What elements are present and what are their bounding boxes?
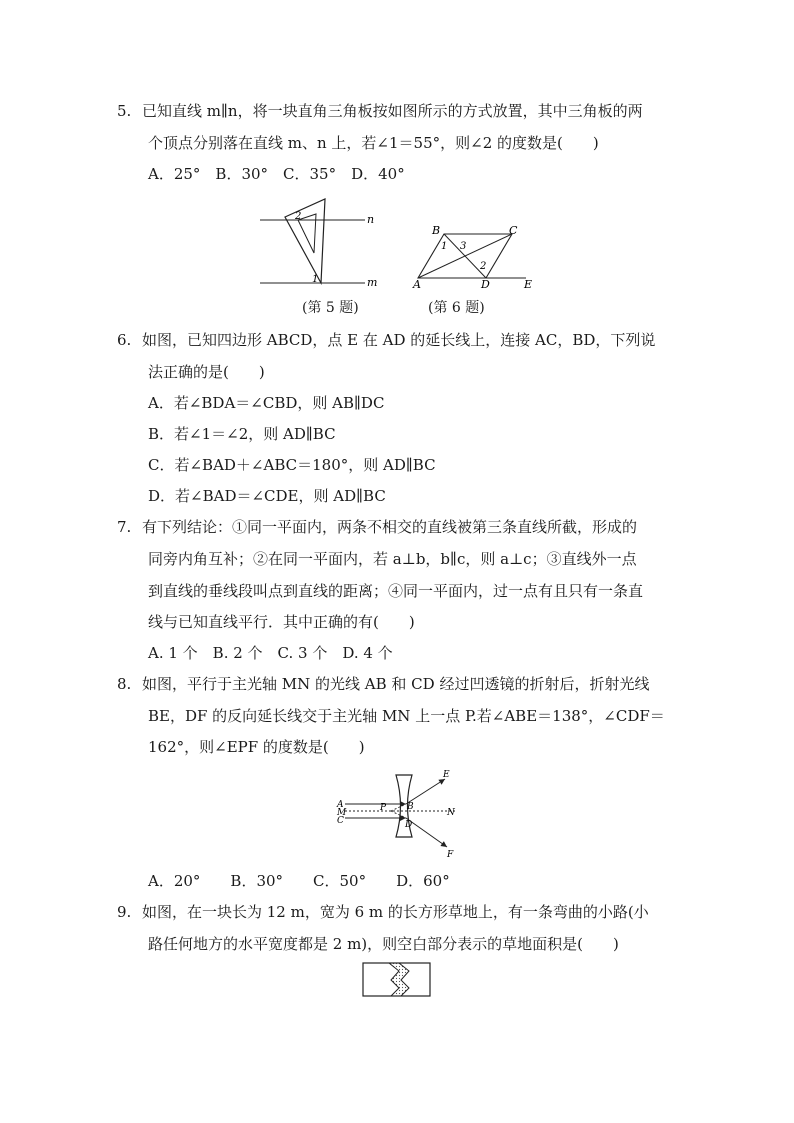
question-text-line: 已知直线 m∥n，将一块直角三角板按如图所示的方式放置，其中三角板的两 xyxy=(142,102,643,120)
figure-9-lawn-path xyxy=(362,962,432,998)
answer-option-c: C．若∠BAD＋∠ABC＝180°，则 AD∥BC xyxy=(148,456,436,474)
question-text-line: 个顶点分别落在直线 m、n 上，若∠1＝55°，则∠2 的度数是( ) xyxy=(148,134,599,152)
answer-options: A．20° B．30° C．50° D．60° xyxy=(148,872,450,890)
point-label-N: N xyxy=(447,808,455,818)
point-label-F: F xyxy=(447,850,454,860)
point-label-D: D xyxy=(481,278,490,291)
figure-caption: (第 5 题) xyxy=(302,300,359,316)
answer-options: A．25° B．30° C．35° D．40° xyxy=(148,165,405,183)
point-label-E: E xyxy=(443,770,450,780)
point-label-B: B xyxy=(432,224,441,237)
point-label-D: D xyxy=(405,820,413,830)
point-label-B: B xyxy=(407,802,414,812)
figure-8-concave-lens xyxy=(333,765,468,865)
answer-option-d: D．若∠BAD＝∠CDE，则 AD∥BC xyxy=(148,487,386,505)
figure-5-triangle-ruler xyxy=(255,195,385,290)
question-text-line: 162°，则∠EPF 的度数是( ) xyxy=(148,738,365,756)
answer-options: A. 1 个 B. 2 个 C. 3 个 D. 4 个 xyxy=(148,644,393,662)
answer-option-b: B．若∠1＝∠2，则 AD∥BC xyxy=(148,425,336,443)
line-label-m: m xyxy=(367,276,378,289)
question-text-line: 线与已知直线平行．其中正确的有( ) xyxy=(148,613,415,631)
question-number: 6. xyxy=(117,331,132,349)
point-label-E: E xyxy=(524,278,533,291)
question-number: 5. xyxy=(117,102,132,120)
question-text-line: 如图，平行于主光轴 MN 的光线 AB 和 CD 经过凹透镜的折射后，折射光线 xyxy=(142,675,650,693)
question-text-line: 有下列结论：①同一平面内，两条不相交的直线被第三条直线所截，形成的 xyxy=(142,518,638,536)
question-text-line: 路任何地方的水平宽度都是 2 m)，则空白部分表示的草地面积是( ) xyxy=(148,935,619,953)
point-label-C: C xyxy=(509,224,518,237)
question-text-line: 如图，在一块长为 12 m，宽为 6 m 的长方形草地上，有一条弯曲的小路(小 xyxy=(142,903,649,921)
question-text-line: 到直线的垂线段叫点到直线的距离；④同一平面内，过一点有且只有一条直 xyxy=(148,582,644,600)
question-text-line: 法正确的是( ) xyxy=(148,363,265,381)
angle-label-2: 2 xyxy=(295,211,302,222)
figure-6-quadrilateral xyxy=(408,222,538,292)
point-label-P: P xyxy=(380,803,387,813)
point-label-M: M xyxy=(337,808,347,818)
angle-label-1: 1 xyxy=(312,274,319,285)
angle-label-3: 3 xyxy=(460,241,467,252)
question-text-line: BE，DF 的反向延长线交于主光轴 MN 上一点 P.若∠ABE＝138°，∠CDF＝ xyxy=(148,707,665,725)
question-number: 9. xyxy=(117,903,132,921)
answer-option-a: A．若∠BDA＝∠CBD，则 AB∥DC xyxy=(148,394,385,412)
question-number: 8. xyxy=(117,675,132,693)
angle-label-2: 2 xyxy=(480,261,487,272)
question-text-line: 如图，已知四边形 ABCD，点 E 在 AD 的延长线上，连接 AC，BD，下列说 xyxy=(142,331,656,349)
point-label-A: A xyxy=(413,278,421,291)
question-text-line: 同旁内角互补；②在同一平面内，若 a⊥b，b∥c，则 a⊥c；③直线外一点 xyxy=(148,550,637,568)
point-label-C: C xyxy=(337,816,344,826)
point-label-A: A xyxy=(337,800,344,810)
line-label-n: n xyxy=(367,213,375,226)
question-number: 7. xyxy=(117,518,132,536)
figure-caption: (第 6 题) xyxy=(428,300,485,316)
angle-label-1: 1 xyxy=(441,241,448,252)
